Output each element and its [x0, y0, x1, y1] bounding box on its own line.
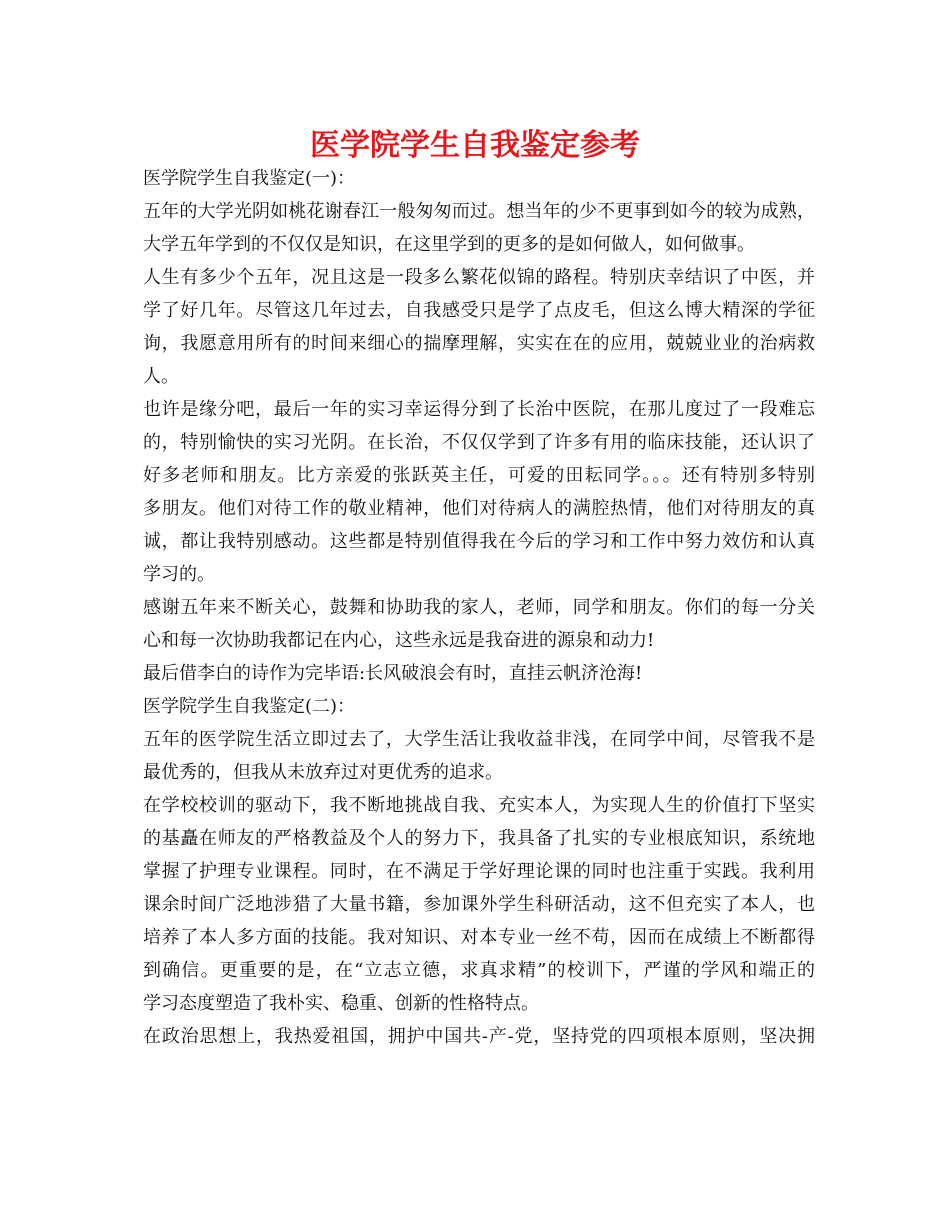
text-line: 诚，都让我特别感动。这些都是特别值得我在今后的学习和工作中努力效仿和认真 — [143, 531, 815, 552]
text-line: 最优秀的，但我从未放弃过对更优秀的追求。 — [143, 762, 503, 783]
text-line: 询，我愿意用所有的时间来细心的揣摩理解，实实在在的应用，兢兢业业的治病救 — [143, 333, 815, 354]
text-line: 心和每一次协助我都记在内心，这些永远是我奋进的源泉和动力! — [143, 630, 655, 651]
text-line: 也许是缘分吧，最后一年的实习幸运得分到了长治中医院，在那儿度过了一段难忘 — [143, 399, 815, 420]
text-line: 课余时间广泛地涉猎了大量书籍，参加课外学生科研活动，这不但充实了本人，也 — [143, 894, 815, 915]
document-body — [143, 162, 815, 1053]
text-line: 在政治思想上，我热爱祖国，拥护中国共-产-党，坚持党的四项根本原则，坚决拥 — [143, 1026, 815, 1047]
text-line: 好多老师和朋友。比方亲爱的张跃英主任，可爱的田耘同学。。。还有特别多特别 — [143, 465, 815, 486]
text-line: 五年的医学院生活立即过去了，大学生活让我收益非浅，在同学中间，尽管我不是 — [143, 729, 815, 750]
text-line: 学习的。 — [143, 564, 215, 585]
text-line: 学习态度塑造了我朴实、稳重、创新的性格特点。 — [143, 993, 539, 1014]
text-line: 医学院学生自我鉴定(一)： — [143, 168, 356, 189]
text-line: 最后借李白的诗作为完毕语:长风破浪会有时，直挂云帆济沧海! — [143, 663, 643, 684]
text-line: 的，特别愉快的实习光阴。在长治，不仅仅学到了许多有用的临床技能，还认识了 — [143, 432, 815, 453]
text-line: 大学五年学到的不仅仅是知识，在这里学到的更多的是如何做人，如何做事。 — [143, 234, 755, 255]
text-line: 人生有多少个五年，况且这是一段多么繁花似锦的路程。特别庆幸结识了中医，并 — [143, 267, 815, 288]
document-title: 医学院学生自我鉴定参考 — [310, 128, 640, 163]
text-line: 到确信。更重要的是，在“立志立德，求真求精”的校训下，严谨的学风和端正的 — [143, 960, 815, 981]
text-line: 感谢五年来不断关心，鼓舞和协助我的家人，老师，同学和朋友。你们的每一分关 — [143, 597, 815, 618]
text-line: 培养了本人多方面的技能。我对知识、对本专业一丝不苟，因而在成绩上不断都得 — [143, 927, 815, 948]
text-line: 掌握了护理专业课程。同时，在不满足于学好理论课的同时也注重于实践。我利用 — [143, 861, 815, 882]
text-line: 的基矗在师友的严格教益及个人的努力下，我具备了扎实的专业根底知识，系统地 — [143, 828, 815, 849]
text-line: 多朋友。他们对待工作的敬业精神，他们对待病人的满腔热情，他们对待朋友的真 — [143, 498, 815, 519]
text-line: 人。 — [143, 366, 179, 387]
text-line: 医学院学生自我鉴定(二)： — [143, 696, 356, 717]
text-line: 在学校校训的驱动下，我不断地挑战自我、充实本人，为实现人生的价值打下坚实 — [143, 795, 815, 816]
text-line: 学了好几年。尽管这几年过去，自我感受只是学了点皮毛，但这么博大精深的学征 — [143, 300, 815, 321]
text-line: 五年的大学光阴如桃花谢春江一般匆匆而过。想当年的少不更事到如今的较为成熟， — [143, 201, 815, 222]
